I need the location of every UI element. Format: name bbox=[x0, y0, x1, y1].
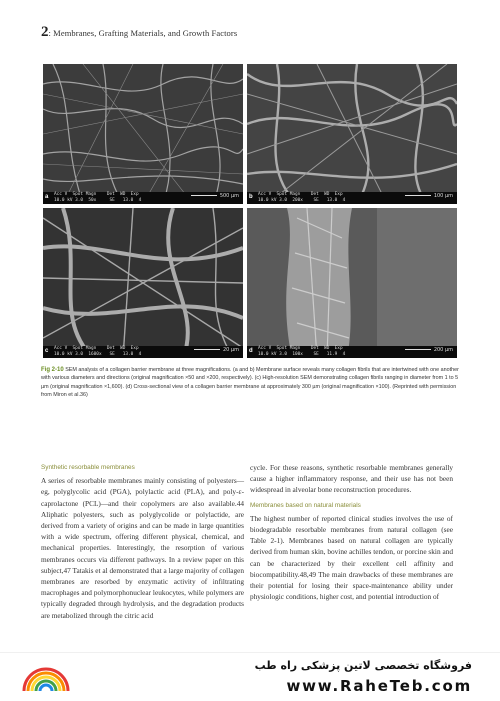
databar-line1-d: Acc V Spot Magn Det WD Exp bbox=[258, 346, 343, 351]
figure-caption-text: SEM analysis of a collagen barrier membrane at three magnifications. (a and b) Membrane surface reveals many collagen fibrils that are intertwined with one another with various diameters and directions (original magnification ×50 and ×200, respectively). (c) High-resolution SEM demonstrating collagen fibrils ranging in diameter from 1 to 5 µm (original magnification ×1,600). (d) Cross-sectional view of a collagen barrier membrane at approximately 300 µm (original magnification ×100). (Reprinted with permission from Miron et al.36) bbox=[41, 367, 459, 399]
scale-label-d: 200 µm bbox=[433, 347, 453, 353]
databar-line1-a: Acc V Spot Magn Det WD Exp bbox=[54, 192, 139, 197]
scale-bar-b bbox=[405, 193, 453, 199]
paragraph-synthetic: A series of resorbable membranes mainly consisting of polyesters—eg, polyglycolic acid (PGA), polylactic acid (PLA), and poly-ε-caprolactone (PCL)—and their copolymers are also available.44 Aliphatic polyesters, such as polyglycolide or polylactide, are derived from a variety of origins and can be made in large quantities with a wide spectrum, offering different physical, chemical, and mechanical properties. Interestingly, the resorption of various membranes occurs via different pathways. In a review paper on this subject,47 Tatakis et al demonstrated that a large majority of collagen membranes are resorbed by enzymatic activity of infiltrating macrophages and polymorphonuclear leukocytes, while polymers are typically degraded through hydrolysis, and the degradation products are metabolized through the citric acid bbox=[41, 476, 244, 620]
databar-line2-a: 10.0 kV 3.0 50x SE 13.0 4 bbox=[54, 198, 142, 203]
databar-line2-c: 10.0 kV 3.0 1600x SE 13.0 4 bbox=[54, 352, 142, 357]
store-name: فروشگاه تخصصی لاتین پزشکی راه طب bbox=[254, 659, 472, 672]
panel-label-d: d bbox=[249, 348, 253, 354]
sem-image-c bbox=[43, 208, 243, 358]
scale-label-a: 500 µm bbox=[219, 193, 239, 199]
left-column bbox=[41, 462, 244, 625]
store-url[interactable]: www.RaheTeb.com bbox=[286, 677, 472, 695]
sem-databar-c bbox=[43, 346, 243, 358]
paragraph-natural: The highest number of reported clinical studies involves the use of biodegradable resorbable membranes from natural collagen (see Table 2-1). Membranes based on natural collagen are typically derived from human skin, bovine achilles tendon, or porcine skin and can be characterized by their excellent cell affinity and biocompatibility.48,49 The main drawbacks of these membranes are their potential for losing their space-maintenance ability under physiologic conditions, higher cost, and potential introduction of bbox=[250, 513, 453, 602]
right-column bbox=[250, 462, 453, 606]
running-header bbox=[41, 24, 237, 41]
sem-image-d bbox=[247, 208, 457, 358]
chapter-title: : Membranes, Grafting Materials, and Growth Factors bbox=[48, 28, 238, 38]
databar-line1-b: Acc V Spot Magn Det WD Exp bbox=[258, 192, 343, 197]
scale-label-b: 100 µm bbox=[433, 193, 453, 199]
sem-image-a bbox=[43, 64, 243, 204]
panel-label-b: b bbox=[249, 194, 253, 200]
rainbow-logo-icon bbox=[18, 661, 74, 695]
figure-label: Fig 2-10 bbox=[41, 367, 64, 373]
chapter-number: 2 bbox=[41, 24, 49, 40]
panel-label-c: c bbox=[45, 348, 49, 354]
section-heading-synthetic: Synthetic resorbable membranes bbox=[41, 464, 135, 471]
scale-bar-d bbox=[405, 347, 453, 353]
databar-line2-b: 10.0 kV 3.0 200x SE 13.0 4 bbox=[258, 198, 346, 203]
scale-label-c: 20 µm bbox=[222, 347, 239, 353]
figure-caption bbox=[41, 366, 461, 400]
databar-line1-c: Acc V Spot Magn Det WD Exp bbox=[54, 346, 139, 351]
scale-bar-a bbox=[191, 193, 239, 199]
section-heading-natural: Membranes based on natural materials bbox=[250, 501, 361, 509]
paragraph-continuation: cycle. For these reasons, synthetic resorbable membranes generally cause a higher inflammatory response, and their use has not been widespread in alveolar bone reconstruction procedures. bbox=[250, 463, 453, 495]
watermark-banner bbox=[0, 652, 500, 701]
sem-databar-a bbox=[43, 192, 243, 204]
sem-image-b bbox=[247, 64, 457, 204]
databar-line2-d: 10.0 kV 3.0 100x SE 11.9 4 bbox=[258, 352, 346, 357]
sem-databar-b bbox=[247, 192, 457, 204]
panel-label-a: a bbox=[45, 194, 49, 200]
sem-databar-d bbox=[247, 346, 457, 358]
scale-bar-c bbox=[194, 347, 239, 353]
